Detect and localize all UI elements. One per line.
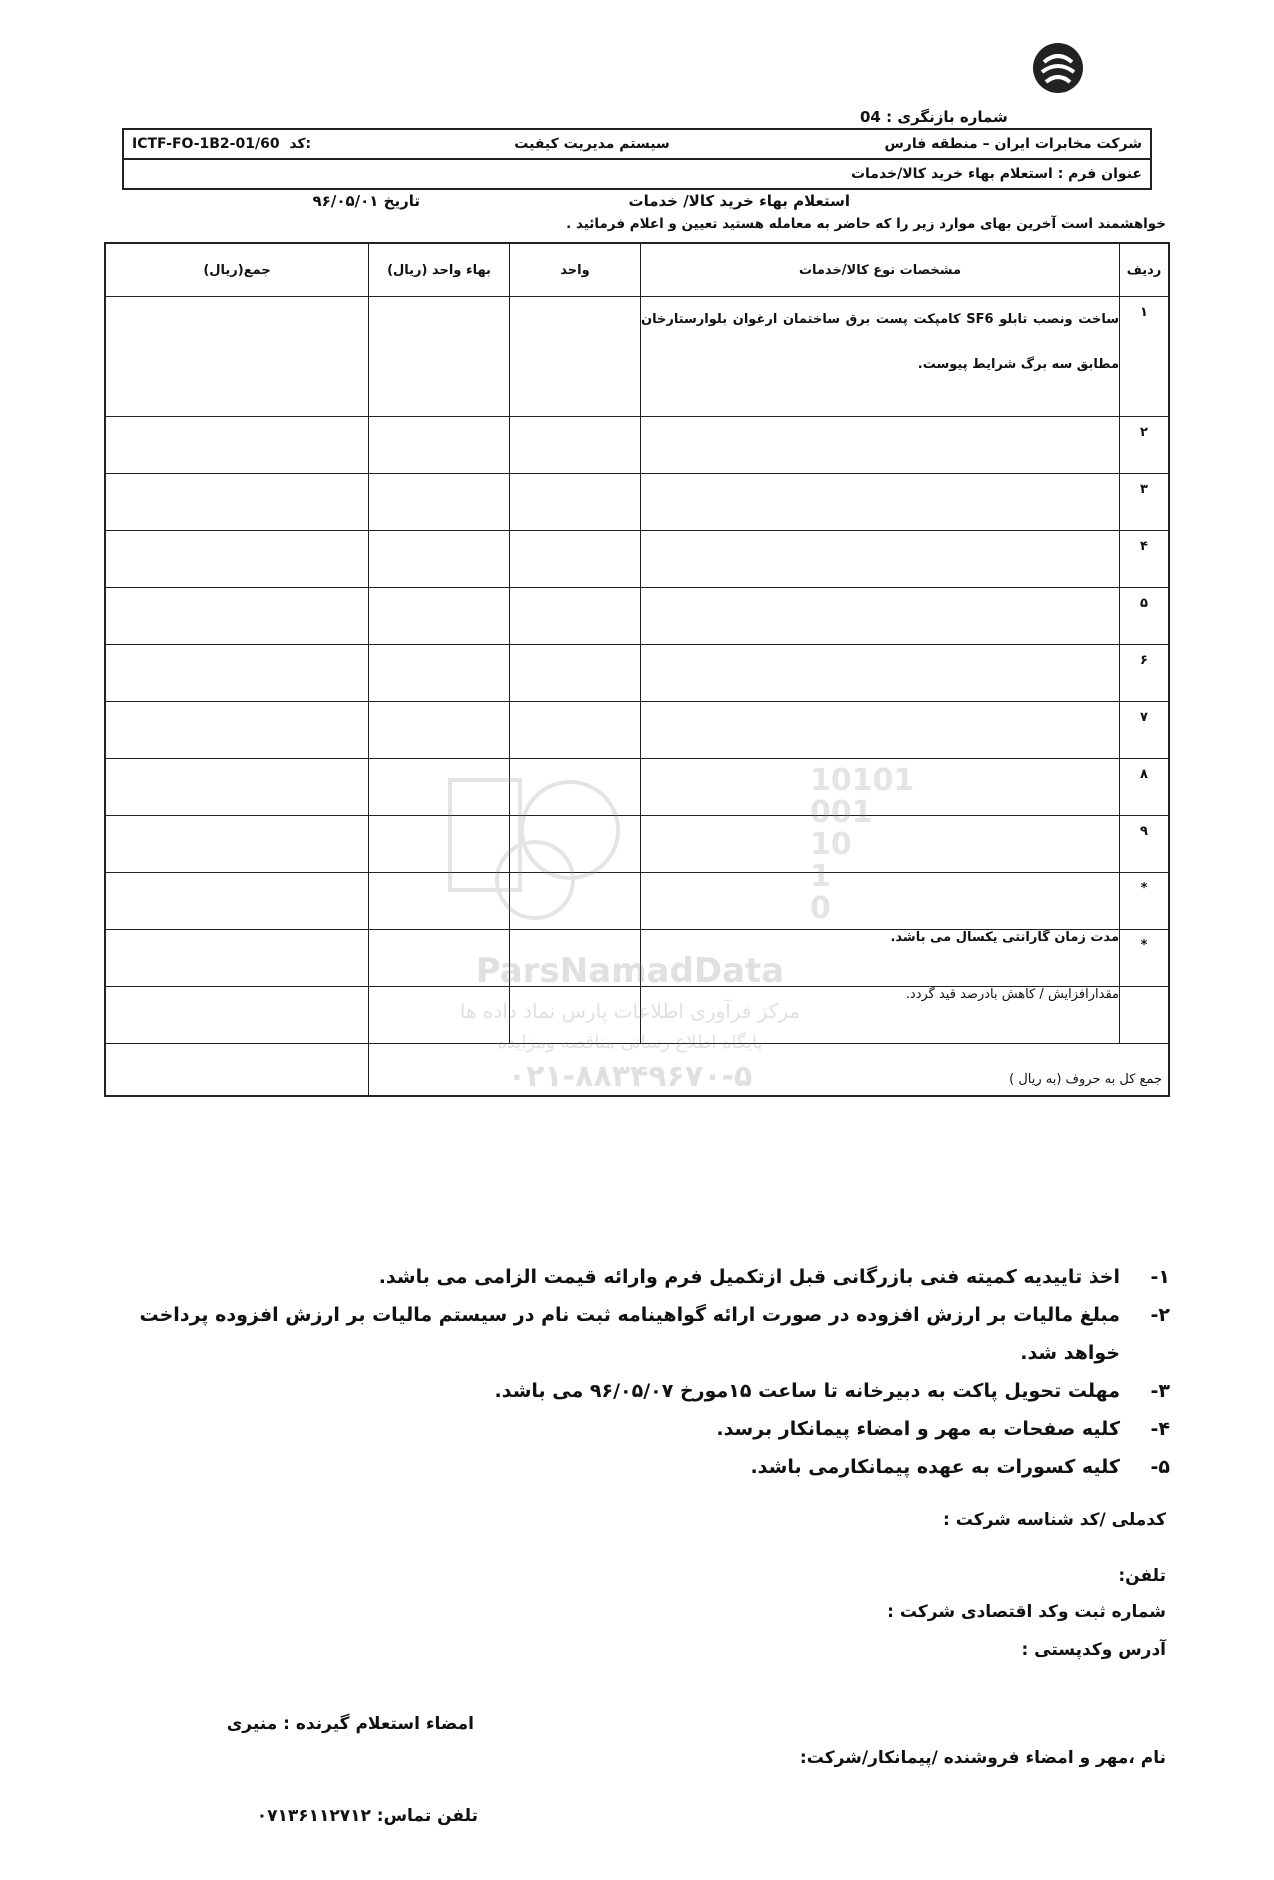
table-row [105, 531, 1169, 588]
table-row [105, 645, 1169, 702]
row-unit[interactable] [510, 531, 641, 588]
row-unit[interactable] [510, 417, 641, 474]
revision-number: شماره بازنگری : 04 [860, 108, 1008, 126]
row-spec[interactable] [641, 588, 1120, 645]
inquirer-signature: امضاء استعلام گیرنده : منیری [226, 1714, 474, 1734]
phone-field: تلفن: [1118, 1566, 1166, 1586]
svg-text:10101: 10101 [810, 763, 915, 798]
row-total[interactable] [105, 702, 369, 759]
table-header-row [105, 243, 1169, 297]
row-unit-price[interactable] [369, 417, 510, 474]
row-total[interactable] [105, 816, 369, 873]
registration-field: شماره ثبت وکد اقتصادی شرکت : [887, 1602, 1166, 1622]
address-field: آدرس وکدپستی : [1021, 1640, 1166, 1660]
grand-total[interactable] [105, 1044, 369, 1096]
row-total[interactable] [105, 474, 369, 531]
row-number: ۶ [1120, 645, 1170, 702]
header-spec: مشخصات نوع کالا/خدمات [641, 243, 1120, 297]
row-number: ۸ [1120, 759, 1170, 816]
total-in-words-label: جمع کل به حروف (به ریال ) [369, 1044, 1170, 1096]
svg-text:0: 0 [810, 891, 831, 926]
table-row [105, 417, 1169, 474]
row-total[interactable] [105, 417, 369, 474]
form-header [122, 128, 1152, 190]
note-item: ۴- کلیه صفحات به مهر و امضاء پیمانکار برسد. [716, 1418, 1170, 1440]
row-spec[interactable] [641, 417, 1120, 474]
note-item: ۲- مبلغ مالیات بر ارزش افزوده در صورت ارائه گواهینامه ثبت نام در سیستم مالیات بر ارزش افزوده پرداخت خواهد شد. [139, 1304, 1170, 1364]
row-unit[interactable] [510, 297, 641, 417]
row-unit-price[interactable] [369, 531, 510, 588]
row-total[interactable] [105, 987, 369, 1044]
row-number [1120, 987, 1170, 1044]
row-total[interactable] [105, 873, 369, 930]
row-unit[interactable] [510, 474, 641, 531]
row-number: ۴ [1120, 531, 1170, 588]
row-number: ۷ [1120, 702, 1170, 759]
form-title-label: عنوان فرم : استعلام بهاء خرید کالا/خدمات [850, 166, 1142, 182]
svg-text:001: 001 [810, 795, 873, 830]
row-unit-price[interactable] [369, 474, 510, 531]
national-id-field: کدملی /کد شناسه شرکت : [942, 1510, 1166, 1530]
table-row [105, 702, 1169, 759]
inquiry-date: تاریخ ۹۶/۰۵/۰۱ [312, 192, 420, 210]
seller-signature: نام ،مهر و امضاء فروشنده /پیمانکار/شرکت: [799, 1748, 1166, 1768]
row-spec-adjustment: مقدارافزایش / کاهش بادرصد قید گردد. [641, 987, 1120, 1044]
note-item: ۳- مهلت تحویل پاکت به دبیرخانه تا ساعت ۱۵مورخ ۹۶/۰۵/۰۷ می باشد. [494, 1380, 1170, 1402]
row-unit-price[interactable] [369, 297, 510, 417]
row-unit-price[interactable] [369, 702, 510, 759]
table-row [105, 474, 1169, 531]
row-number: ۵ [1120, 588, 1170, 645]
row-unit[interactable] [510, 588, 641, 645]
row-spec[interactable] [641, 645, 1120, 702]
form-code: ICTF-FO-1B2-01/60 کد: [132, 136, 312, 152]
watermark-line2: پایگاه اطلاع رسانی مناقصه ومزایده [497, 1032, 763, 1053]
table-row [105, 588, 1169, 645]
row-unit-price[interactable] [369, 645, 510, 702]
row-unit[interactable] [510, 702, 641, 759]
row-unit-price[interactable] [369, 588, 510, 645]
watermark [440, 760, 915, 1100]
svg-text:10: 10 [810, 827, 852, 862]
company-logo-icon [1030, 40, 1086, 96]
header-unit: واحد [510, 243, 641, 297]
inquiry-title: استعلام بهاء خرید کالا/ خدمات [628, 192, 850, 210]
row-number: ۹ [1120, 816, 1170, 873]
row-number: * [1120, 930, 1170, 987]
row-number: ۳ [1120, 474, 1170, 531]
row-spec: ساخت ونصب تابلو SF6 کامپکت پست برق ساختمان ارغوان بلوارستارخان مطابق سه برگ شرایط پیوست. [641, 297, 1120, 417]
row-total[interactable] [105, 759, 369, 816]
row-unit[interactable] [510, 645, 641, 702]
watermark-brand: ParsNamadData [475, 951, 785, 991]
table-row [105, 297, 1169, 417]
notes-list [110, 1258, 1170, 1486]
intro-text: خواهشمند است آخرین بهای موارد زیر را که حاضر به معامله هستید تعیین و اعلام فرمائید . [566, 216, 1166, 232]
header-total: جمع(ریال) [105, 243, 369, 297]
row-number: * [1120, 873, 1170, 930]
header-unit-price: بهاء واحد (ریال) [369, 243, 510, 297]
row-spec[interactable] [641, 531, 1120, 588]
row-total[interactable] [105, 645, 369, 702]
quality-system: سیستم مدیریت کیفیت [514, 136, 670, 152]
row-total[interactable] [105, 588, 369, 645]
svg-text:1: 1 [810, 859, 831, 894]
note-item: ۵- کلیه کسورات به عهده پیمانکارمی باشد. [750, 1456, 1170, 1478]
header-row-no: ردیف [1120, 243, 1170, 297]
row-total[interactable] [105, 531, 369, 588]
row-total[interactable] [105, 930, 369, 987]
row-number: ۲ [1120, 417, 1170, 474]
watermark-line1: مرکز فرآوری اطلاعات پارس نماد داده ها [459, 999, 801, 1023]
row-spec[interactable] [641, 702, 1120, 759]
contact-phone: تلفن تماس: ۰۷۱۳۶۱۱۲۷۱۲ [256, 1806, 478, 1826]
row-total[interactable] [105, 297, 369, 417]
row-spec-warranty: مدت زمان گارانتی یکسال می باشد. [641, 930, 1120, 987]
row-number: ۱ [1120, 297, 1170, 417]
row-spec[interactable] [641, 474, 1120, 531]
watermark-phone: ۰۲۱-۸۸۳۴۹۶۷۰-۵ [507, 1059, 753, 1094]
company-name: شرکت مخابرات ایران – منطقه فارس [884, 136, 1142, 152]
note-item: ۱- اخذ تاییدیه کمیته فنی بازرگانی قبل ازتکمیل فرم وارائه قیمت الزامی می باشد. [378, 1266, 1170, 1288]
